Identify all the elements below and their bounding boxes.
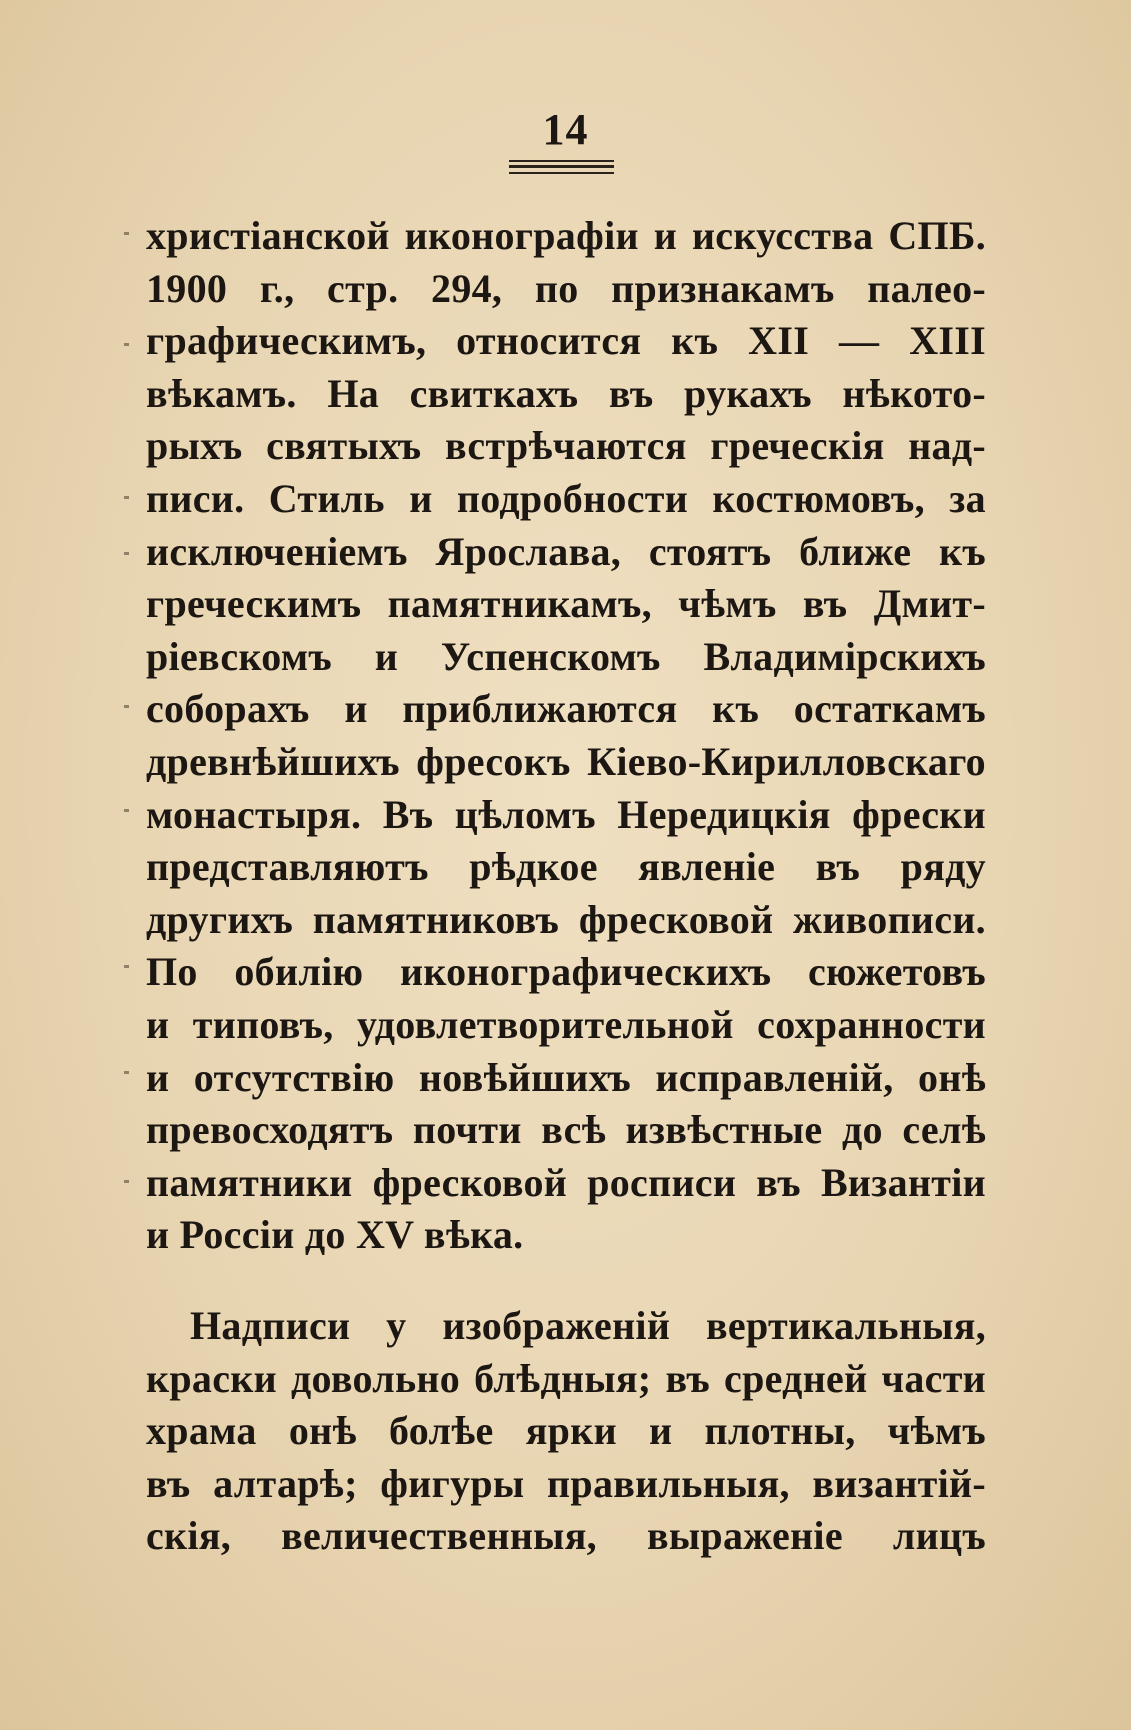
- margin-mark: [124, 965, 129, 968]
- paragraph-continued: [146, 210, 986, 1262]
- margin-mark: [124, 496, 129, 499]
- text-line: представляютъ рѣдкое явленіе въ ряду: [146, 844, 986, 890]
- margin-mark: [124, 1180, 129, 1183]
- text-line: греческимъ памятникамъ, чѣмъ въ Дмит-: [146, 581, 986, 627]
- text-line: исключеніемъ Ярослава, стоятъ ближе къ: [146, 528, 986, 574]
- text-line: монастыря. Въ цѣломъ Нередицкія фрески: [146, 791, 986, 837]
- page-number: 14: [542, 105, 589, 154]
- text-line: и отсутствію новѣйшихъ исправленій, онѣ: [146, 1054, 986, 1100]
- text-line: 1900 г., стр. 294, по признакамъ палео-: [146, 265, 986, 311]
- text-line: скія, величественныя, выраженіе лицъ: [146, 1513, 986, 1559]
- text-line: и Россіи до XV вѣка.: [146, 1212, 524, 1258]
- text-line: и типовъ, удовлетворительной сохранности: [146, 1001, 986, 1047]
- text-line: другихъ памятниковъ фресковой живописи.: [146, 896, 986, 942]
- text-line: писи. Стиль и подробности костюмовъ, за: [146, 475, 986, 521]
- text-line: христіанской иконографіи и искусства СПБ.: [146, 213, 986, 258]
- text-line: ріевскомъ и Успенскомъ Владимірскихъ: [146, 633, 986, 679]
- text-line: храма онѣ болѣе ярки и плотны, чѣмъ: [146, 1408, 986, 1454]
- text-line: вѣкамъ. На свиткахъ въ рукахъ нѣкото-: [146, 370, 986, 416]
- margin-mark: [124, 809, 129, 812]
- text-line: рыхъ святыхъ встрѣчаются греческія над-: [146, 423, 986, 469]
- margin-mark: [124, 552, 129, 555]
- text-line: краски довольно блѣдныя; въ средней части: [146, 1355, 986, 1401]
- text-line: По обилію иконографическихъ сюжетовъ: [146, 949, 986, 995]
- text-line: превосходятъ почти всѣ извѣстные до селѣ: [146, 1107, 986, 1153]
- header-rule-middle: [509, 165, 614, 168]
- text-line: памятники фресковой росписи въ Византіи: [146, 1159, 986, 1205]
- paragraph-inscriptions: [146, 1300, 986, 1563]
- text-line: Надписи у изображеній вертикальныя,: [190, 1303, 986, 1348]
- text-line: въ алтарѣ; фигуры правильныя, византій-: [146, 1460, 986, 1506]
- header-rule-top: [509, 160, 614, 162]
- text-line: графическимъ, относится къ XII — XIII: [146, 318, 986, 364]
- text-line: древнѣйшихъ фресокъ Кіево-Кирилловскаго: [146, 738, 986, 784]
- margin-mark: [124, 343, 129, 346]
- header-rule-bottom: [509, 172, 614, 174]
- margin-mark: [124, 232, 129, 235]
- text-line: соборахъ и приближаются къ остаткамъ: [146, 686, 986, 732]
- margin-mark: [124, 705, 129, 708]
- margin-mark: [124, 1071, 129, 1074]
